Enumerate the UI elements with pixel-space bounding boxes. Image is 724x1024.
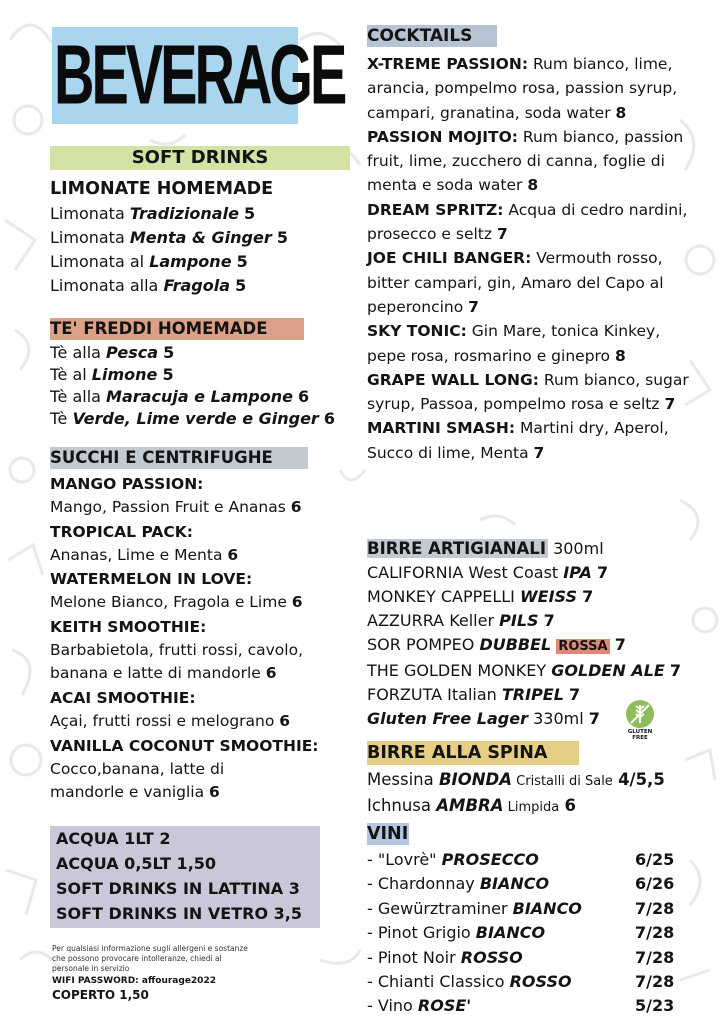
list-item: X-TREME PASSION: Rum bianco, lime, arancia, pompelmo rosa, passion syrup, campari, granatina, soda water 8: [367, 55, 678, 122]
item-desc: Ananas, Lime e Menta 6: [50, 545, 239, 564]
item-name: WATERMELON IN LOVE:: [50, 570, 253, 589]
list-item: PASSION MOJITO: Rum bianco, passion fruit, lime, zucchero di canna, foglie di menta e soda water 8: [367, 127, 684, 195]
list-item: CALIFORNIA West Coast IPA 7: [367, 563, 609, 582]
list-item: MARTINI SMASH: Martini dry, Aperol, Succo di lime, Menta 7: [367, 419, 669, 462]
list-item: Tè Verde, Lime verde e Ginger 6: [50, 409, 336, 428]
birre-size: 300ml: [553, 539, 604, 558]
list-item: FORZUTA Italian TRIPEL 7: [367, 685, 581, 704]
acqua-line: ACQUA 1LT 2: [56, 829, 171, 848]
item-desc: Açai, frutti rossi e melograno 6: [50, 711, 291, 730]
list-item: Tè alla Pesca 5: [50, 343, 175, 362]
list-item: Limonata alla Fragola 5: [50, 276, 247, 295]
item-desc: Barbabietola, frutti rossi, cavolo, banana e latte di mandorle 6: [50, 640, 304, 683]
list-item: Limonata Tradizionale 5: [50, 204, 256, 223]
list-item: Limonata Menta & Ginger 5: [50, 228, 288, 247]
birre-artigianali-header: [367, 538, 604, 560]
acqua-line: SOFT DRINKS IN LATTINA 3: [56, 879, 300, 898]
page-title: BEVERAGE: [54, 27, 345, 122]
list-item: Tè al Limone 5: [50, 365, 174, 384]
vini-list: [367, 848, 687, 1019]
wifi-password: WIFI PASSWORD: affourage2022: [52, 976, 216, 986]
coperto: COPERTO 1,50: [52, 988, 149, 1002]
list-item: AZZURRA Keller PILS 7: [367, 611, 555, 630]
list-item: Messina BIONDA Cristalli di Sale 4/5,5: [367, 770, 665, 789]
list-item: - Pinot Noir ROSSO 7/28: [367, 947, 675, 967]
birre-spina-list: [367, 768, 665, 820]
acqua-line: SOFT DRINKS IN VETRO 3,5: [56, 904, 302, 923]
list-item: Ichnusa AMBRA Limpida 6: [367, 796, 576, 815]
list-item: MONKEY CAPPELLI WEISS 7: [367, 587, 594, 606]
soft-drinks-heading: SOFT DRINKS: [50, 146, 350, 170]
item-name: KEITH SMOOTHIE:: [50, 617, 207, 636]
succhi-list: [50, 472, 350, 805]
list-item: - "Lovrè" PROSECCO 6/25: [367, 850, 675, 869]
item-desc: Mango, Passion Fruit e Ananas 6: [50, 498, 302, 516]
allergen-note: Per qualsiasi informazione sugli allergeni e sostanze che possono provocare intolleranze, chiedi al personale in servizio: [52, 944, 248, 973]
list-item: - Chardonnay BIANCO 6/26: [367, 874, 675, 894]
title-block: [52, 27, 345, 124]
list-item: - Chianti Classico ROSSO 7/28: [367, 971, 675, 991]
cocktails-heading: COCKTAILS: [367, 25, 497, 47]
list-item: DREAM SPRITZ: Acqua di cedro nardini, prosecco e seltz 7: [367, 200, 688, 244]
item-name: ACAI SMOOTHIE:: [50, 688, 196, 707]
item-name: TROPICAL PACK:: [50, 522, 193, 541]
cocktails-list: [367, 52, 701, 465]
acqua-box: [50, 826, 320, 928]
list-item: Tè alla Maracuja e Lampone 6: [50, 387, 310, 406]
list-item: SKY TONIC: Gin Mare, tonica Kinkey, pepe rosa, rosmarino e ginepro 8: [367, 322, 661, 365]
gluten-free-label: GLUTEN FREE: [627, 729, 653, 741]
list-item: THE GOLDEN MONKEY GOLDEN ALE 7: [367, 661, 682, 680]
list-item: SOR POMPEO DUBBEL ROSSA 7: [367, 635, 626, 654]
succhi-heading: SUCCHI E CENTRIFUGHE: [50, 447, 308, 469]
item-desc: Cocco,banana, latte di mandorle e vaniglia 6: [50, 759, 225, 802]
item-name: MANGO PASSION:: [50, 475, 204, 493]
list-item: JOE CHILI BANGER: Vermouth rosso, bitter campari, gin, Amaro del Capo al peperoncino 7: [367, 249, 664, 316]
item-name: VANILLA COCONUT SMOOTHIE:: [50, 736, 319, 755]
list-item: GRAPE WALL LONG: Rum bianco, sugar syrup, Passoa, pompelmo rosa e seltz 7: [367, 370, 689, 414]
list-item: - Pinot Grigio BIANCO 7/28: [367, 923, 675, 943]
list-item: Limonata al Lampone 5: [50, 252, 248, 271]
limonate-heading: LIMONATE HOMEMADE: [50, 179, 274, 199]
te-freddi-list: [50, 342, 335, 430]
acqua-line: ACQUA 0,5LT 1,50: [56, 854, 217, 873]
list-item: Gluten Free Lager 330ml 7: [367, 709, 600, 728]
limonate-list: [50, 202, 288, 298]
rossa-badge: ROSSA: [558, 639, 608, 654]
gluten-free-icon: [626, 700, 654, 728]
birre-spina-heading: BIRRE ALLA SPINA: [367, 741, 579, 765]
list-item: - Gewürztraminer BIANCO 7/28: [367, 898, 675, 918]
te-freddi-heading: TE' FREDDI HOMEMADE: [50, 318, 304, 340]
item-desc: Melone Bianco, Fragola e Lime 6: [50, 593, 303, 612]
vini-heading: VINI: [367, 824, 409, 844]
list-item: - Vino ROSE' 5/23: [367, 996, 675, 1016]
birre-artigianali-heading: BIRRE ARTIGIANALI: [367, 539, 546, 558]
